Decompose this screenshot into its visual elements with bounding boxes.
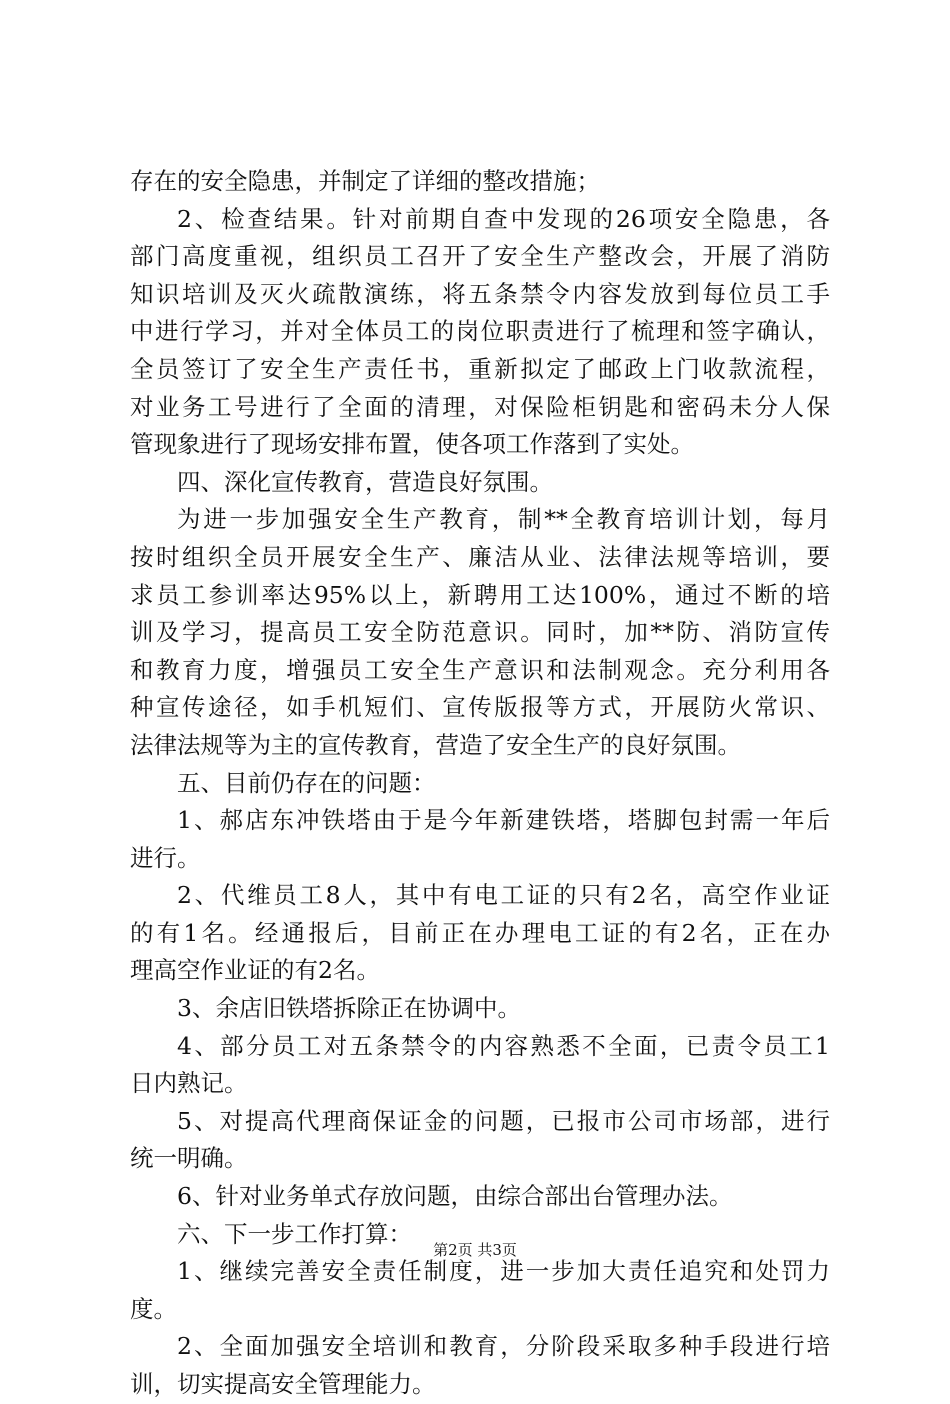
text-line: 部门高度重视，组织员工召开了安全生产整改会，开展了消防 bbox=[130, 242, 830, 271]
text-line: 6、针对业务单式存放问题，由综合部出台管理办法。 bbox=[177, 1182, 733, 1211]
text-line: 和教育力度，增强员工安全生产意识和法制观念。充分利用各 bbox=[130, 655, 830, 684]
page-footer: 第2页 共3页 bbox=[433, 1241, 517, 1259]
text-line: 法律法规等为主的宣传教育，营造了安全生产的良好氛围。 bbox=[130, 730, 741, 759]
text-line: 训，切实提高安全管理能力。 bbox=[130, 1370, 436, 1398]
text-line: 按时组织全员开展安全生产、廉洁从业、法律法规等培训，要 bbox=[130, 542, 830, 571]
text-line: 管现象进行了现场安排布置，使各项工作落到了实处。 bbox=[130, 430, 694, 459]
text-line: 中进行学习，并对全体员工的岗位职责进行了梳理和签字确认， bbox=[130, 317, 830, 346]
text-line: 的有1名。经通报后，目前正在办理电工证的有2名，正在办 bbox=[130, 918, 830, 947]
text-line: 种宣传途径，如手机短们、宣传版报等方式，开展防火常识、 bbox=[130, 693, 830, 722]
text-line: 五、目前仍存在的问题： bbox=[177, 768, 436, 797]
text-line: 2、代维员工8人，其中有电工证的只有2名，高空作业证 bbox=[177, 881, 830, 910]
text-line: 2、全面加强安全培训和教育，分阶段采取多种手段进行培 bbox=[177, 1332, 830, 1361]
text-line: 日内熟记。 bbox=[130, 1069, 248, 1098]
text-line: 3、余店旧铁塔拆除正在协调中。 bbox=[177, 994, 521, 1023]
text-line: 4、部分员工对五条禁令的内容熟悉不全面，已责令员工1 bbox=[177, 1031, 830, 1060]
text-line: 对业务工号进行了全面的清理，对保险柜钥匙和密码未分人保 bbox=[130, 392, 830, 421]
text-line: 1、继续完善安全责任制度，进一步加大责任追究和处罚力 bbox=[177, 1257, 830, 1286]
text-line: 六、下一步工作打算： bbox=[177, 1219, 412, 1248]
body-text bbox=[130, 163, 830, 1404]
text-line: 全员签订了安全生产责任书，重新拟定了邮政上门收款流程， bbox=[130, 354, 830, 383]
text-line: 训及学习，提高员工安全防范意识。同时，加**防、消防宣传 bbox=[130, 618, 830, 647]
text-line: 统一明确。 bbox=[130, 1144, 248, 1173]
text-line: 存在的安全隐患，并制定了详细的整改措施； bbox=[130, 167, 600, 195]
text-line: 为进一步加强安全生产教育，制**全教育培训计划，每月 bbox=[177, 505, 830, 534]
text-line: 5、对提高代理商保证金的问题，已报市公司市场部，进行 bbox=[177, 1106, 830, 1135]
text-line: 进行。 bbox=[130, 843, 201, 872]
text-line: 四、深化宣传教育，营造良好氛围。 bbox=[177, 467, 553, 496]
text-line: 理高空作业证的有2名。 bbox=[130, 956, 380, 985]
text-line: 知识培训及灭火疏散演练，将五条禁令内容发放到每位员工手 bbox=[130, 279, 830, 308]
text-line: 2、检查结果。针对前期自查中发现的26项安全隐患，各 bbox=[177, 204, 830, 233]
text-line: 求员工参训率达95%以上，新聘用工达100%，通过不断的培 bbox=[130, 580, 830, 609]
text-line: 度。 bbox=[130, 1294, 177, 1323]
text-line: 1、郝店东冲铁塔由于是今年新建铁塔，塔脚包封需一年后 bbox=[177, 806, 830, 835]
